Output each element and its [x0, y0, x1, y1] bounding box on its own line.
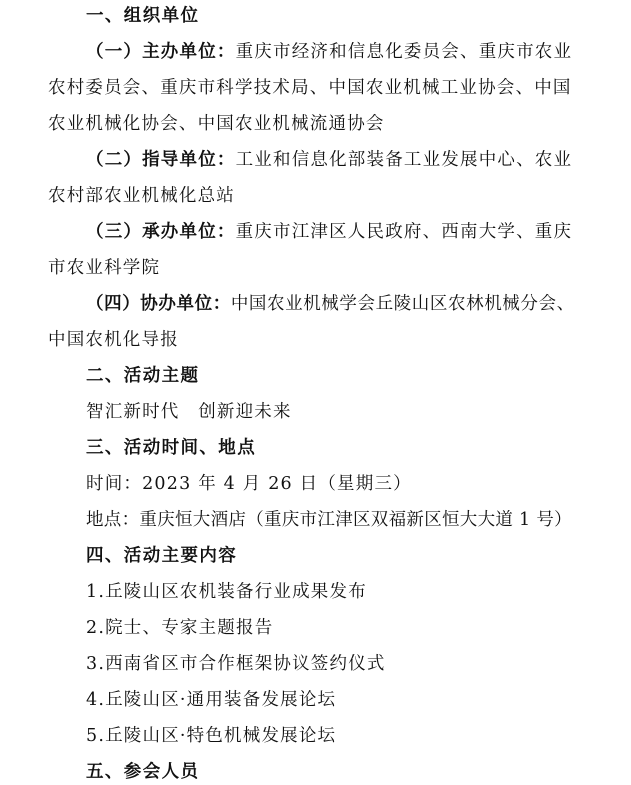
co-units-label: （四）协办单位： — [86, 294, 231, 314]
content-item: 2.院士、专家主题报告 — [86, 618, 274, 638]
event-place: 地点：重庆恒大酒店（重庆市江津区双福新区恒大大道 1 号） — [86, 510, 572, 530]
event-time: 时间：2023 年 4 月 26 日（星期三） — [86, 474, 412, 494]
host-units-text-1: 重庆市经济和信息化委员会、重庆市农业 — [235, 42, 573, 62]
heading-attendees: 五、参会人员 — [86, 762, 200, 782]
guide-units-line-1 — [86, 148, 572, 172]
host-units-label: （一）主办单位： — [86, 42, 236, 62]
host-units-line-2: 农村委员会、重庆市科学技术局、中国农业机械工业协会、中国 — [48, 78, 572, 98]
co-units-line-2: 中国农机化导报 — [48, 330, 179, 350]
organizer-units-line-1 — [86, 220, 572, 244]
activity-theme-text: 智汇新时代 创新迎未来 — [86, 402, 292, 422]
content-item: 3.西南省区市合作框架协议签约仪式 — [86, 654, 386, 674]
guide-units-label: （二）指导单位： — [86, 150, 236, 170]
heading-main-content: 四、活动主要内容 — [86, 546, 238, 566]
guide-units-text-1: 工业和信息化部装备工业发展中心、农业 — [235, 150, 573, 170]
guide-units-line-2: 农村部农业机械化总站 — [48, 186, 235, 206]
organizer-units-label: （三）承办单位： — [86, 222, 236, 242]
content-item: 1.丘陵山区农机装备行业成果发布 — [86, 582, 367, 602]
organizer-units-line-2: 市农业科学院 — [48, 258, 161, 278]
host-units-line-3: 农业机械化协会、中国农业机械流通协会 — [48, 114, 385, 134]
host-units-line-1 — [86, 40, 572, 64]
heading-organizing-units: 一、组织单位 — [86, 6, 200, 26]
co-units-line-1 — [86, 292, 575, 316]
heading-time-place: 三、活动时间、地点 — [86, 438, 257, 458]
content-item: 4.丘陵山区·通用装备发展论坛 — [86, 690, 337, 710]
content-item: 5.丘陵山区·特色机械发展论坛 — [86, 726, 337, 746]
organizer-units-text-1: 重庆市江津区人民政府、西南大学、重庆 — [235, 222, 573, 242]
heading-activity-theme: 二、活动主题 — [86, 366, 200, 386]
co-units-text-1: 中国农业机械学会丘陵山区农林机械分会、 — [230, 294, 575, 314]
